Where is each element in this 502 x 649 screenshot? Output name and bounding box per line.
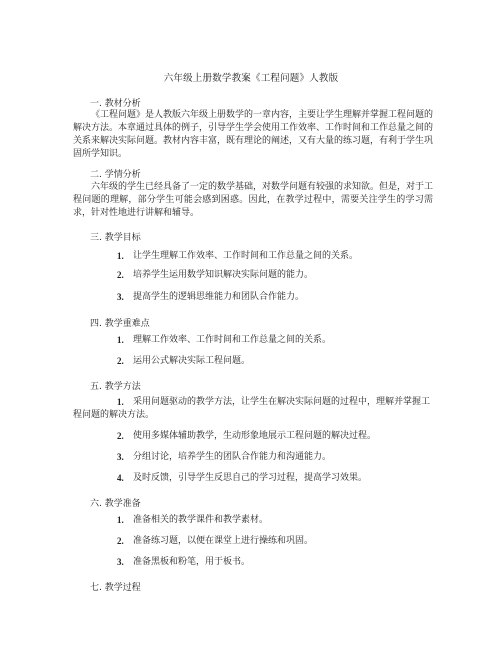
list-item-number: 1.: [117, 335, 124, 345]
list-item-text: 使用多媒体辅助教学，生动形象地展示工程问题的解决过程。: [133, 431, 377, 441]
list-item: [73, 250, 433, 263]
list-item: [73, 535, 433, 548]
list-item: [73, 269, 433, 282]
section-heading-key-points: 四. 教学重难点: [90, 319, 150, 329]
section-paragraph-textbook-analysis: 《工程问题》是人教版六年级上册数学的一章内容，主要让学生理解并掌握工程问题的解决方法。本章通过具体的例子，引导学生学会使用工作效率、工作时间和工作总量之间的关系来解决实际问题。教材内容丰富，既有理论的阐述，又有大量的练习题，有利于学生巩固所学知识。: [73, 110, 434, 159]
section-heading-student-analysis: 二. 学情分析: [90, 170, 141, 180]
list-item: [73, 514, 433, 527]
document-title: 六年级上册数学教案《工程问题》人教版: [163, 73, 339, 84]
section-heading-teaching-methods: 五. 教学方法: [90, 382, 141, 392]
list-item-text: 准备黑板和粉笔，用于板书。: [133, 557, 251, 567]
list-item-text: 理解工作效率、工作时间和工作总量之间的关系。: [133, 335, 332, 345]
section-heading-teaching-process: 七. 教学过程: [90, 583, 141, 593]
section-heading-teaching-goals: 三. 教学目标: [90, 233, 141, 243]
list-item-text: 提高学生的逻辑思维能力和团队合作能力。: [133, 292, 305, 302]
list-item: [73, 355, 433, 368]
section-heading-textbook-analysis: 一. 教材分析: [90, 99, 141, 109]
list-item-number: 1.: [117, 515, 124, 525]
section-paragraph-student-analysis: 六年级的学生已经具备了一定的数学基础，对数学问题有较强的求知欲。但是，对于工程问题的理解，部分学生可能会感到困惑。因此，在教学过程中，需要关注学生的学习需求，针对性地进行讲解和辅导。: [73, 182, 434, 218]
list-item-text: 及时反馈，引导学生反思自己的学习过程，提高学习效果。: [133, 473, 368, 483]
list-item: [73, 451, 433, 464]
list-item-number: 1.: [117, 251, 124, 261]
section-heading-teaching-preparation: 六. 教学准备: [90, 499, 141, 509]
list-item-text: 准备相关的教学课件和教学素材。: [133, 515, 269, 525]
list-item-text: 准备练习题，以便在课堂上进行操练和巩固。: [133, 536, 314, 546]
list-item-number: 2.: [117, 431, 124, 441]
list-item-text: 让学生理解工作效率、工作时间和工作总量之间的关系。: [133, 251, 359, 261]
list-item-number: 3.: [117, 292, 124, 302]
list-item-text: 分组讨论，培养学生的团队合作能力和沟通能力。: [133, 452, 332, 462]
list-item-number: 2.: [117, 270, 124, 280]
list-item-number: 2.: [117, 536, 124, 546]
list-item: [73, 556, 433, 569]
list-item-number: 4.: [117, 473, 124, 483]
list-item-text: 培养学生运用数学知识解决实际问题的能力。: [133, 270, 314, 280]
list-item-text: 采用问题驱动的教学方法，让学生在解决实际问题的过程中，理解并掌握工程问题的解决方法。: [73, 397, 431, 420]
list-item: [73, 334, 433, 347]
list-item-number: 3.: [117, 452, 124, 462]
list-item: [73, 430, 433, 443]
list-item: [73, 396, 433, 422]
list-item-text: 运用公式解决实际工程问题。: [133, 356, 251, 366]
list-item: [73, 291, 433, 304]
list-item: [73, 472, 433, 485]
list-item-number: 3.: [117, 557, 124, 567]
list-item-number: 1.: [117, 397, 124, 407]
list-item-number: 2.: [117, 356, 124, 366]
